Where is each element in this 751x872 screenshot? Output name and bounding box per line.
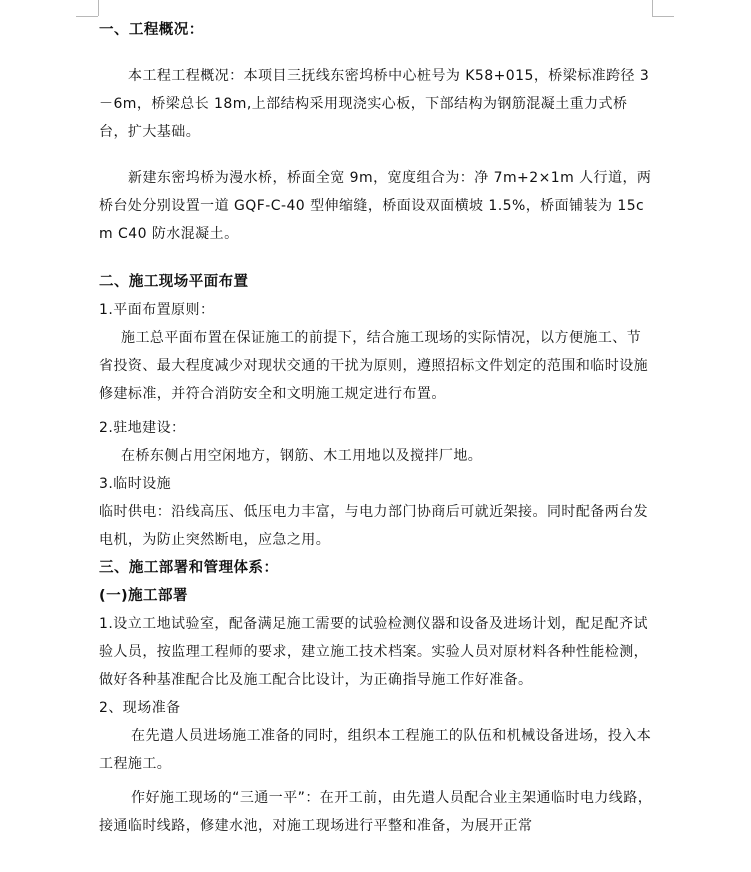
- margin-corner-mark: [652, 16, 674, 17]
- subheading-deployment: (一)施工部署: [99, 588, 188, 604]
- paragraph-lab-setup: 1.设立工地试验室，配备满足施工需要的试验检测仪器和设备及进场计划，配足配齐试验人员，按监理工程师的要求，建立施工技术档案。实验人员对原材料各种性能检测，做好各种基准配合比及施工配合比设计，为正确指导施工作好准备。: [99, 616, 649, 688]
- paragraph-site-construction: 在桥东侧占用空闲地方，钢筋、木工用地以及搅拌厂地。: [121, 448, 483, 464]
- subheading-layout-principle: 1.平面布置原则：: [99, 302, 215, 318]
- margin-corner-mark: [98, 0, 99, 16]
- paragraph-three-links: 作好施工现场的“三通一平”：在开工前，由先遣人员配合业主架通临时电力线路，接通临时线路，修建水池，对施工现场进行平整和准备，为展开正常: [99, 790, 653, 834]
- margin-corner-mark: [76, 16, 98, 17]
- subheading-temporary-facilities: 3.临时设施: [99, 476, 172, 492]
- paragraph-overview: 本工程工程概况：本项目三抚线东密坞桥中心桩号为 K58+015，桥梁标准跨径 3－6m，桥梁总长 18m,上部结构采用现浇实心板，下部结构为钢筋混凝土重力式桥台，扩大基础。: [99, 68, 650, 140]
- paragraph-layout-principle: 施工总平面布置在保证施工的前提下，结合施工现场的实际情况，以方便施工、节省投资、最大程度减少对现状交通的干扰为原则，遵照招标文件划定的范围和临时设施修建标准，并符合消防安全和文明施工规定进行布置。: [99, 330, 649, 402]
- paragraph-temporary-power: 临时供电：沿线高压、低压电力丰富，与电力部门协商后可就近架接。同时配备两台发电机，为防止突然断电，应急之用。: [99, 504, 649, 548]
- subheading-site-construction: 2.驻地建设：: [99, 420, 186, 436]
- section-heading-3: 三、施工部署和管理体系：: [99, 560, 279, 576]
- section-heading-1: 一、工程概况：: [99, 22, 204, 38]
- margin-corner-mark: [652, 0, 653, 16]
- paragraph-site-preparation: 在先遣人员进场施工准备的同时，组织本工程施工的队伍和机械设备进场，投入本工程施工。: [99, 728, 652, 772]
- paragraph-bridge-spec: 新建东密坞桥为漫水桥，桥面全宽 9m，宽度组合为：净 7m+2×1m 人行道，两桥台处分别设置一道 GQF-C-40 型伸缩缝，桥面设双面横坡 1.5%，桥面铺装为 15cm C40 防水混凝土。: [99, 170, 652, 242]
- document-body: [99, 16, 654, 840]
- subheading-site-preparation: 2、现场准备: [99, 700, 181, 716]
- section-heading-2: 二、施工现场平面布置: [99, 274, 249, 290]
